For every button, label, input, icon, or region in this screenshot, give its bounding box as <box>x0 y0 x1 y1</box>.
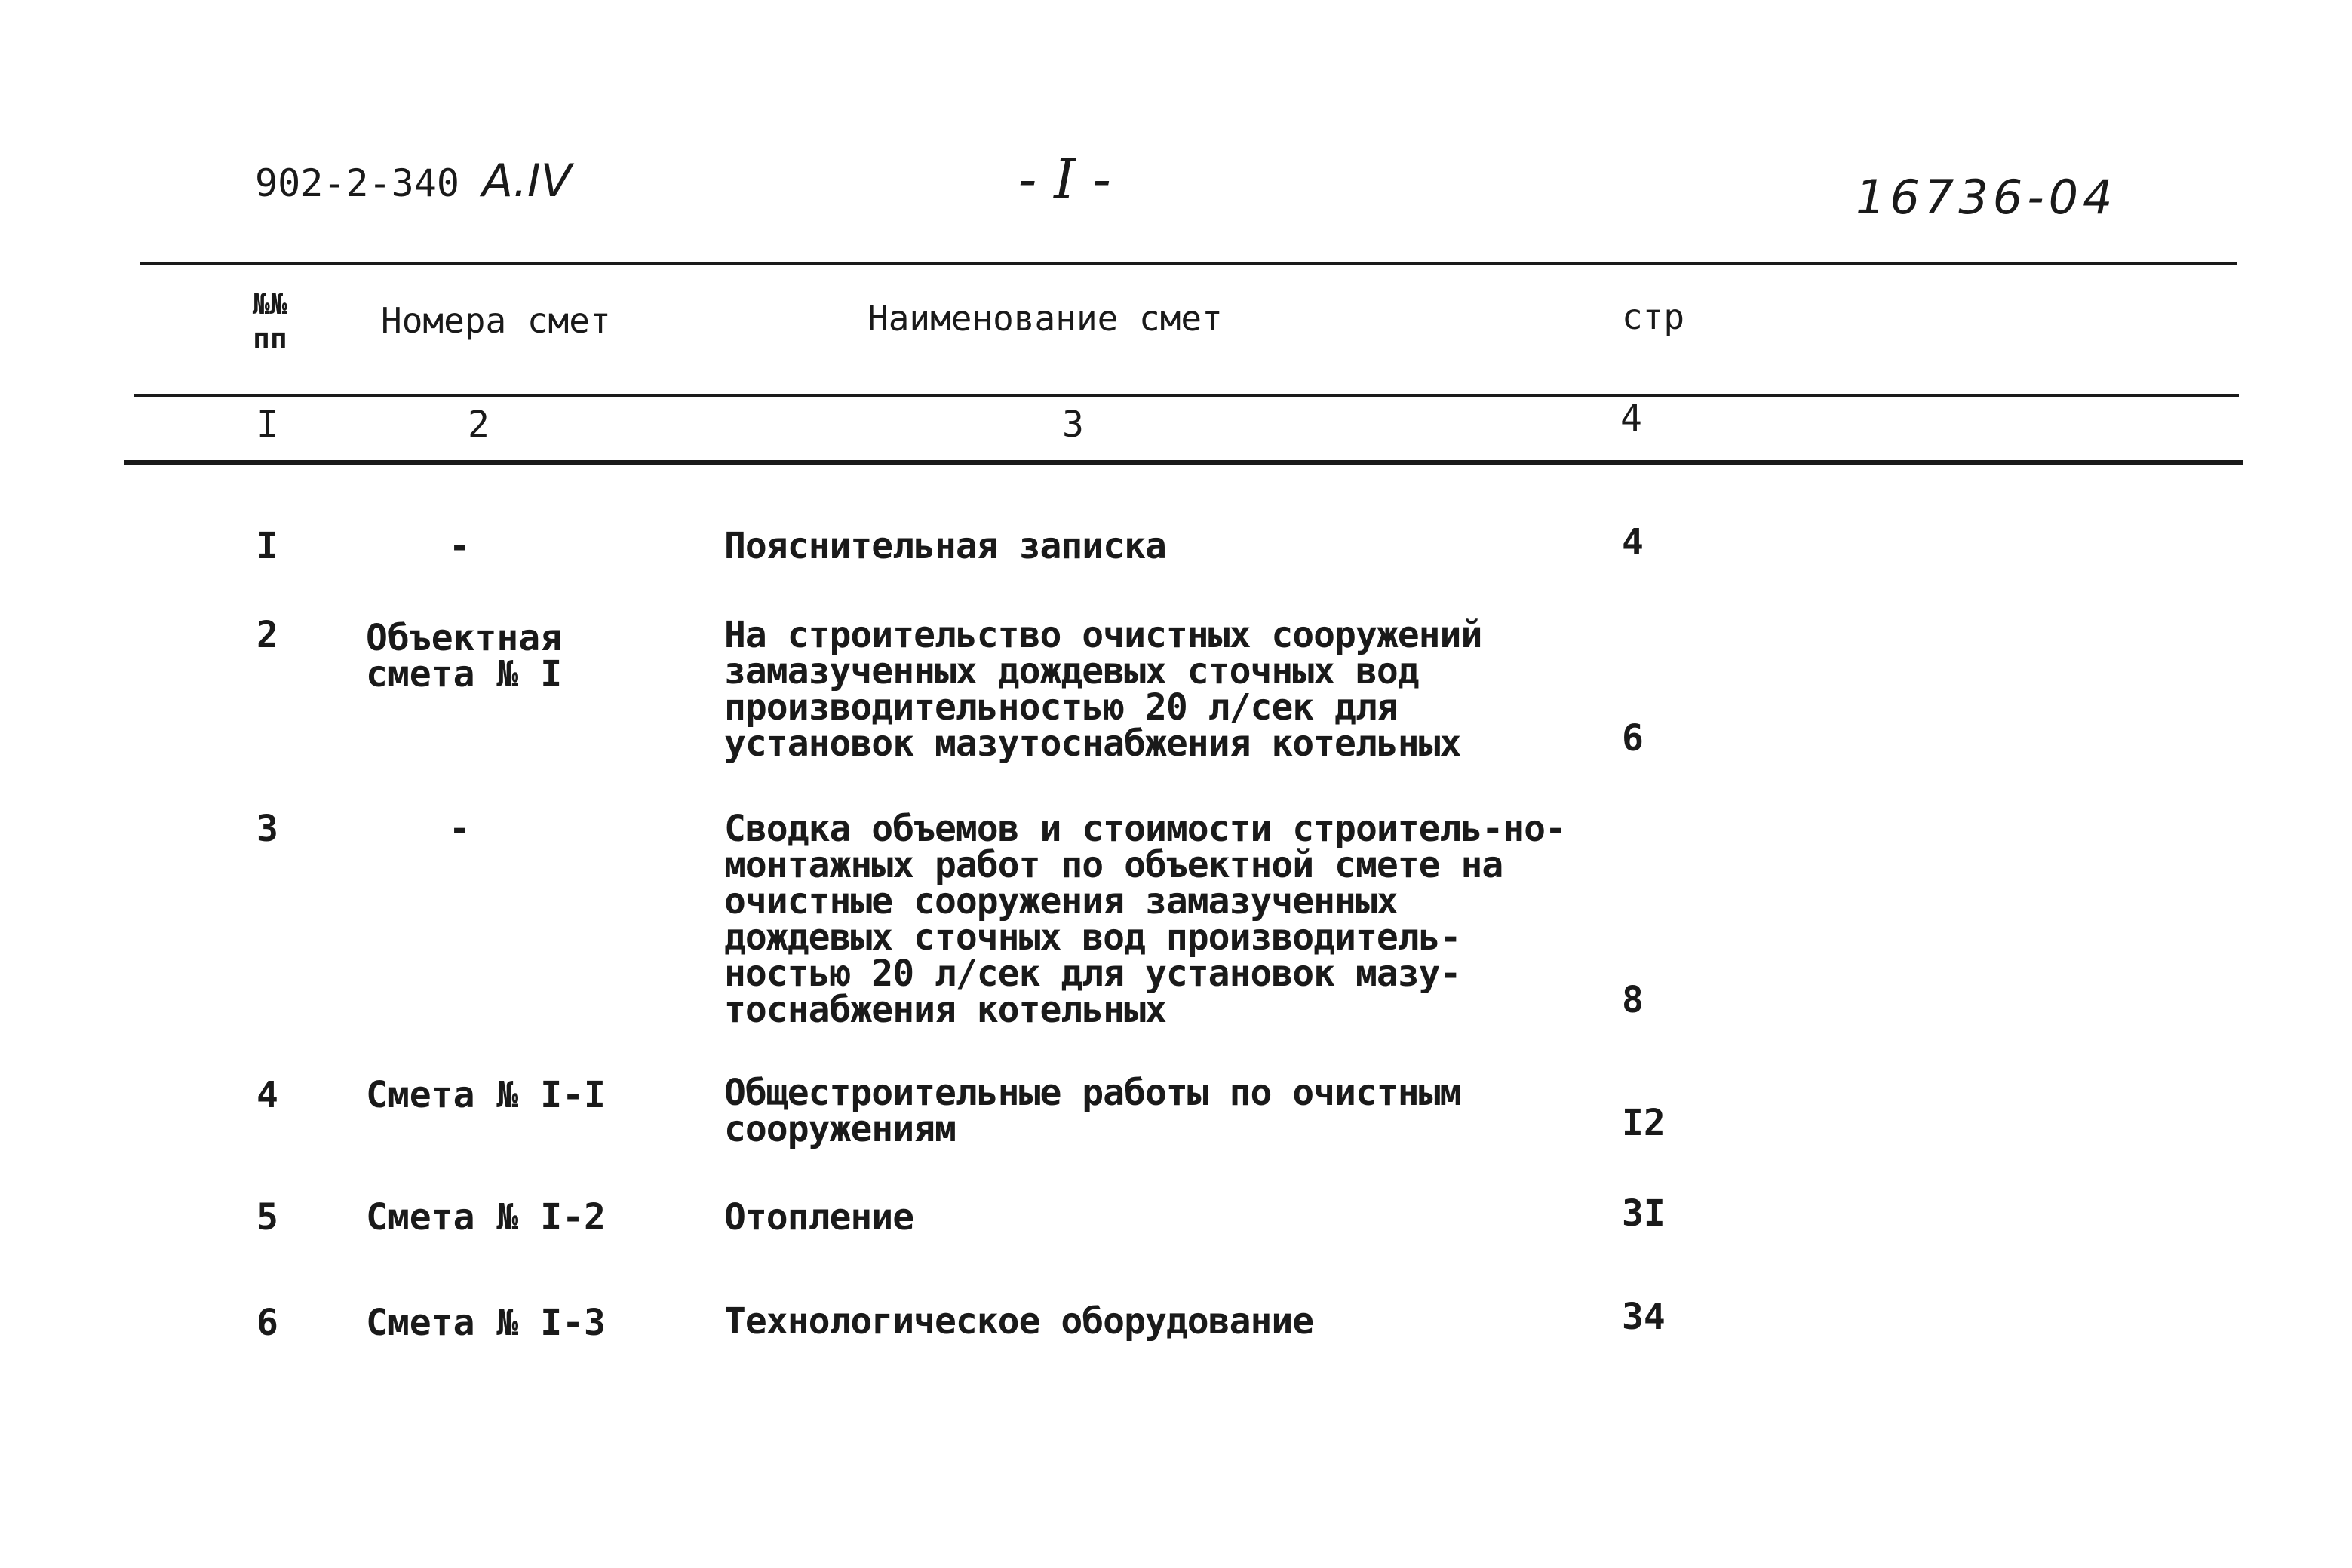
row-number: 6 <box>256 1302 278 1344</box>
row-name: На строительство очистных сооружений замазученных дождевых сточных вод производительностью 20 л/сек для установок мазутоснабжения котельных <box>724 614 1482 765</box>
column-header-name: Наименование смет <box>867 298 1223 339</box>
table-top-rule <box>140 262 2237 265</box>
row-page: 3I <box>1622 1192 1666 1235</box>
column-numbers-rule <box>124 460 2243 465</box>
row-page: 8 <box>1622 979 1644 1021</box>
inventory-number: 16736-04 <box>1856 170 2117 225</box>
row-page: 6 <box>1622 717 1644 759</box>
row-number: I <box>256 525 278 567</box>
column-number-3: 3 <box>1062 404 1084 446</box>
row-estimate: - <box>449 525 471 567</box>
column-number-1: I <box>256 404 278 446</box>
document-code-value: 902-2-340 <box>255 161 459 205</box>
row-page: 4 <box>1622 521 1644 563</box>
column-number-2: 2 <box>468 404 490 446</box>
column-number-4: 4 <box>1620 397 1642 440</box>
row-name: Пояснительная записка <box>724 525 1166 567</box>
row-number: 5 <box>256 1196 278 1238</box>
row-name: Сводка объемов и стоимости строитель-но-монтажных работ по объектной смете на очистные сооружения замазученных дождевых сточных вод производитель-ностью 20 л/сек для установок мазу-тоснабжения котельных <box>724 808 1566 1031</box>
row-number: 2 <box>256 614 278 656</box>
row-estimate: Объектная смета № I <box>366 617 563 695</box>
row-number: 4 <box>256 1074 278 1116</box>
column-header-page: стр <box>1622 296 1685 337</box>
row-name: Общестроительные работы по очистным сооружениям <box>724 1072 1461 1150</box>
row-estimate: Смета № I-3 <box>366 1302 606 1344</box>
column-header-number: №№ пп <box>253 287 287 355</box>
row-name: Технологическое оборудование <box>724 1300 1314 1342</box>
column-header-estimate: Номера смет <box>381 300 611 341</box>
row-estimate: Смета № I-2 <box>366 1196 606 1238</box>
row-estimate: - <box>449 808 471 850</box>
header-separator-rule <box>134 394 2239 397</box>
page-number: - I - <box>1018 147 1111 210</box>
document-code <box>255 155 572 207</box>
album-annotation: А.IV <box>481 155 572 207</box>
row-estimate: Смета № I-I <box>366 1074 606 1116</box>
row-number: 3 <box>256 808 278 850</box>
row-page: 34 <box>1622 1296 1666 1338</box>
row-page: I2 <box>1622 1102 1666 1144</box>
row-name: Отопление <box>724 1196 914 1238</box>
